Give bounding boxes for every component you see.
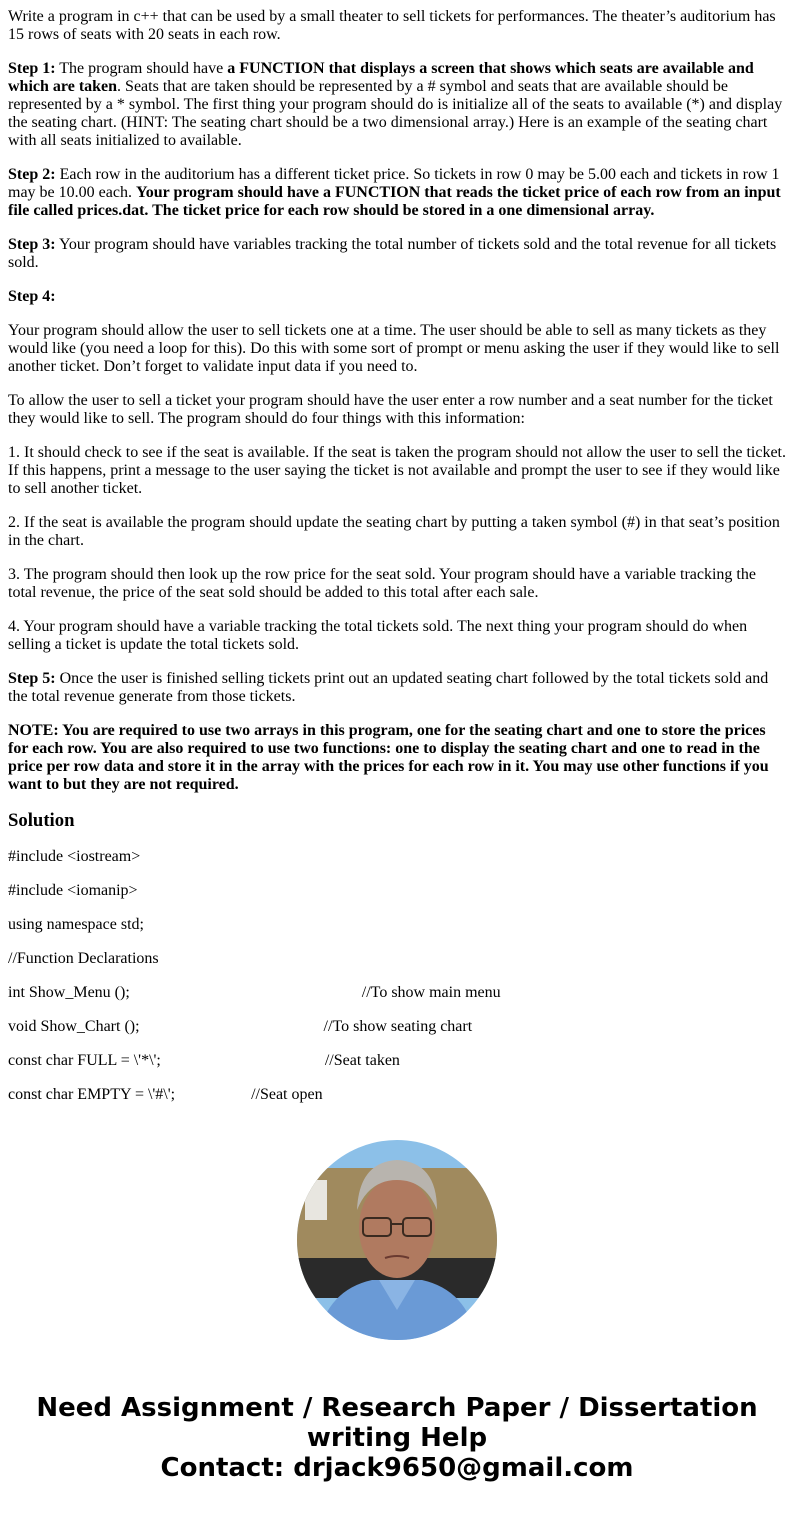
promo-contact: Contact: drjack9650@gmail.com — [160, 1453, 634, 1483]
code-line: void Show_Chart (); //To show seating chart — [8, 1018, 473, 1035]
step4-para2: To allow the user to sell a ticket your program should have the user enter a row number and a seat number for the ticket they would like to sell. The program should do four things with this information: — [8, 392, 773, 427]
step4-heading — [8, 288, 786, 306]
avatar — [297, 1140, 497, 1340]
step3-paragraph — [8, 236, 786, 272]
step4-item-3: 3. The program should then look up the row price for the seat sold. Your program should have a variable tracking the total revenue, the price of the seat sold should be added to this total after each sale. — [8, 566, 756, 601]
step4-label: Step 4: — [8, 288, 56, 305]
step1-bold: a FUNCTION that displays a screen that shows which seats are available and which are taken — [8, 60, 754, 95]
step5-paragraph — [8, 670, 786, 706]
step2-paragraph — [8, 166, 786, 220]
code-line: //Function Declarations — [8, 950, 159, 967]
step5-text: Once the user is finished selling tickets print out an updated seating chart followed by the total tickets sold and the total revenue generate from those tickets. — [8, 670, 769, 705]
intro-paragraph: Write a program in c++ that can be used by a small theater to sell tickets for performances. The theater’s auditorium has 15 rows of seats with 20 seats in each row. — [8, 8, 776, 43]
step1-text: The program should have — [55, 60, 228, 77]
step2-bold: Your program should have a FUNCTION that reads the ticket price of each row from an input file called prices.dat. The ticket price for each row should be stored in a one dimensional array. — [8, 184, 781, 219]
code-line: #include <iomanip> — [8, 882, 138, 899]
step1-text-b: . Seats that are taken should be represented by a # symbol and seats that are available should be represented by a * symbol. The first thing your program should do is initialize all of the seats to available (*) and display the seating chart. (HINT: The seating chart should be a two dimensional array.) Here is an example of the seating chart with all seats initialized to available. — [8, 78, 783, 149]
code-line: int Show_Menu (); //To show main menu — [8, 984, 501, 1001]
step5-label: Step 5: — [8, 670, 56, 687]
solution-heading: Solution — [8, 810, 75, 831]
step1-label: Step 1: — [8, 60, 56, 77]
code-line: const char FULL = \'*\'; //Seat taken — [8, 1052, 400, 1069]
step3-label: Step 3: — [8, 236, 56, 253]
note-bold: NOTE: You are required to use two arrays in this program, one for the seating chart and one to store the prices for each row. You are also required to use two functions: one to display the seating chart and one to read in the price per row data and store it in the array with the prices for each row in it. You may use other functions if you want to but they are not required. — [8, 722, 769, 793]
code-line: const char EMPTY = \'#\'; //Seat open — [8, 1086, 323, 1103]
code-block — [8, 848, 786, 1104]
step4-item-4: 4. Your program should have a variable tracking the total tickets sold. The next thing your program should do when selling a ticket is update the total tickets sold. — [8, 618, 748, 653]
avatar-container — [0, 1140, 794, 1345]
step2-label: Step 2: — [8, 166, 56, 183]
step4-item-2: 2. If the seat is available the program should update the seating chart by putting a taken symbol (#) in that seat’s position in the chart. — [8, 514, 780, 549]
code-line: using namespace std; — [8, 916, 144, 933]
step4-item-1: 1. It should check to see if the seat is available. If the seat is taken the program should not allow the user to sell the ticket. If this happens, print a message to the user saying the ticket is not available and prompt the user to see if they would like to sell another ticket. — [8, 444, 786, 497]
step3-text: Your program should have variables tracking the total number of tickets sold and the total revenue for all tickets sold. — [8, 236, 777, 271]
code-line: #include <iostream> — [8, 848, 141, 865]
promo-line-1: Need Assignment / Research Paper / Dissertation writing Help — [36, 1393, 758, 1453]
promo-banner — [0, 1393, 794, 1483]
step2-text: Each row in the auditorium has a different ticket price. So tickets in row 0 may be 5.00 each and tickets in row 1 may be 10.00 each. — [8, 166, 780, 201]
person-photo-icon — [297, 1140, 497, 1340]
note-paragraph — [8, 722, 786, 794]
step1-paragraph — [8, 60, 786, 150]
step4-para1: Your program should allow the user to sell tickets one at a time. The user should be able to sell as many tickets as they would like (you need a loop for this). Do this with some sort of prompt or menu asking the user if they would like to sell another ticket. Don’t forget to validate input data if you need to. — [8, 322, 780, 375]
